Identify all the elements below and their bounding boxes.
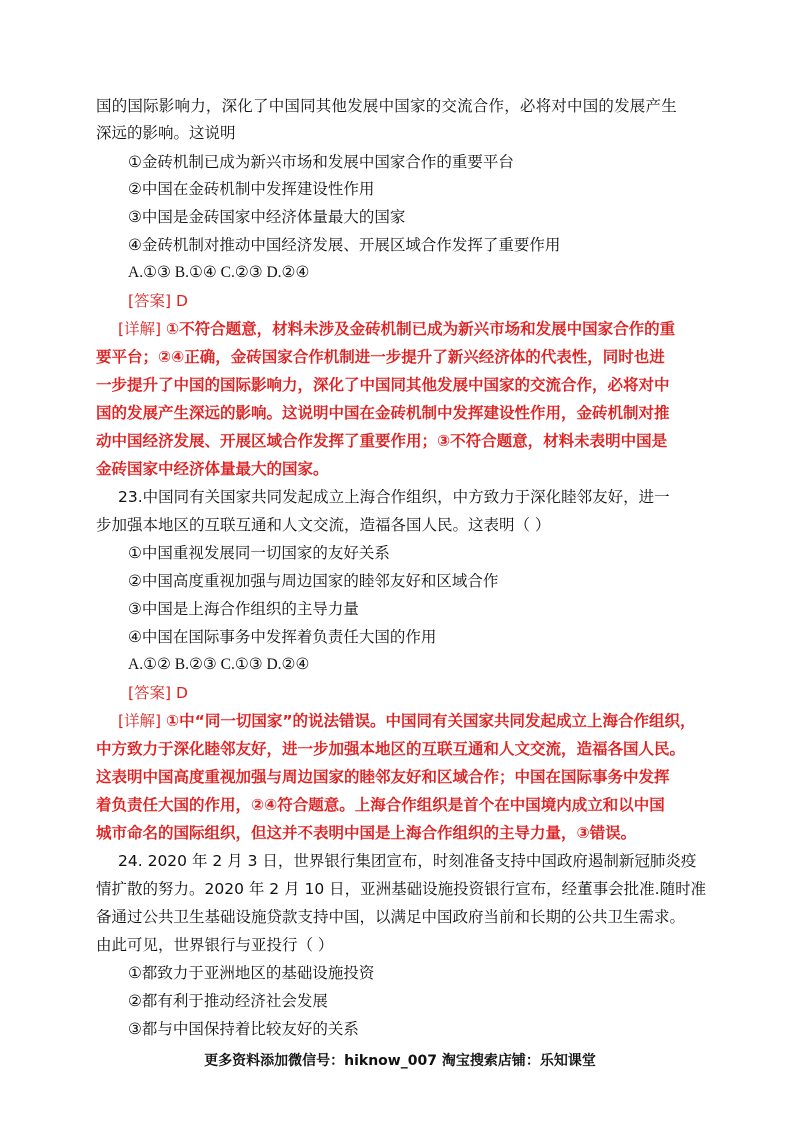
explanation-line: 中方致力于深化睦邻友好，进一步加强本地区的互联互通和人文交流，造福各国人民。 [96,740,686,758]
explanation-line: 着负责任大国的作用，②④符合题意。上海合作组织是首个在中国境内成立和以中国 [96,796,665,814]
option-line: ③中国是金砖国家中经济体量最大的国家 [128,208,406,226]
option-line: ①金砖机制已成为新兴市场和发展中国家合作的重要平台 [128,153,514,171]
explanation-line: 动中国经济发展、开展区域合作发挥了重要作用；③不符合题意，材料未表明中国是 [96,432,668,450]
explanation-text: ①中“同一切国家”的说法错误。中国同有关国家共同发起成立上海合作组织， [166,712,696,730]
explanation-line: 金砖国家中经济体量最大的国家。 [96,460,329,478]
explanation-tag: [详解] [118,712,167,730]
answer-choices: A.①③ B.①④ C.②③ D.②④ [128,264,310,281]
option-line: ③都与中国保持着比较友好的关系 [128,1020,359,1038]
question-text-line: 备通过公共卫生基础设施贷款支持中国，以满足中国政府当前和长期的公共卫生需求。 [96,908,686,926]
option-line: ②中国在金砖机制中发挥建设性作用 [128,180,375,198]
option-line: ③中国是上海合作组织的主导力量 [128,600,359,618]
question-text-line: 情扩散的努力。2020 年 2 月 10 日，亚洲基础设施投资银行宣布，经董事会批准.随时准 [96,880,707,898]
explanation-line: 城市命名的国际组织，但这并不表明中国是上海合作组织的主导力量，③错误。 [96,824,637,842]
option-line: ①中国重视发展同一切国家的友好关系 [128,544,390,562]
option-line: ④中国在国际事务中发挥着负责任大国的作用 [128,628,437,646]
page-footer: 更多资料添加微信号：hiknow_007 淘宝搜索店铺：乐知课堂 [204,1053,596,1069]
explanation-line: 国的发展产生深远的影响。这说明中国在金砖机制中发挥建设性作用，金砖机制对推 [96,404,670,422]
option-line: ②都有利于推动经济社会发展 [128,992,328,1010]
explanation-line: 这表明中国高度重视加强与周边国家的睦邻友好和区域合作；中国在国际事务中发挥 [96,768,670,786]
question-text-line: 国的国际影响力，深化了中国同其他发展中国家的交流合作，必将对中国的发展产生 [96,97,677,115]
option-line: ①都致力于亚洲地区的基础设施投资 [128,964,375,982]
explanation-line: 一步提升了中国的国际影响力，深化了中国同其他发展中国家的交流合作，必将对中 [96,376,670,394]
explanation-line [118,318,728,340]
question-text-line: 步加强本地区的互联互通和人文交流，造福各国人民。这表明（ ） [96,516,551,534]
explanation-line [118,710,728,732]
question-text-line: 深远的影响。这说明 [96,124,236,142]
question-text-line: 23.中国同有关国家共同发起成立上海合作组织，中方致力于深化睦邻友好，进一 [118,488,670,506]
explanation-tag: [详解] [118,320,167,338]
option-line: ②中国高度重视加强与周边国家的睦邻友好和区域合作 [128,572,499,590]
answer-label: [答案] D [128,684,188,702]
answer-label: [答案] D [128,292,188,310]
question-text-line: 24. 2020 年 2 月 3 日，世界银行集团宣布，时刻准备支持中国政府遏制新冠肺炎疫 [118,852,697,870]
answer-choices: A.①② B.②③ C.①③ D.②④ [128,656,310,673]
option-line: ④金砖机制对推动中国经济发展、开展区域合作发挥了重要作用 [128,236,561,254]
question-text-line: 由此可见，世界银行与亚投行（ ） [96,936,334,954]
explanation-text: ①不符合题意，材料未涉及金砖机制已成为新兴市场和发展中国家合作的重 [166,320,676,338]
explanation-line: 要平台；②④正确，金砖国家合作机制进一步提升了新兴经济体的代表性，同时也进 [96,348,665,366]
